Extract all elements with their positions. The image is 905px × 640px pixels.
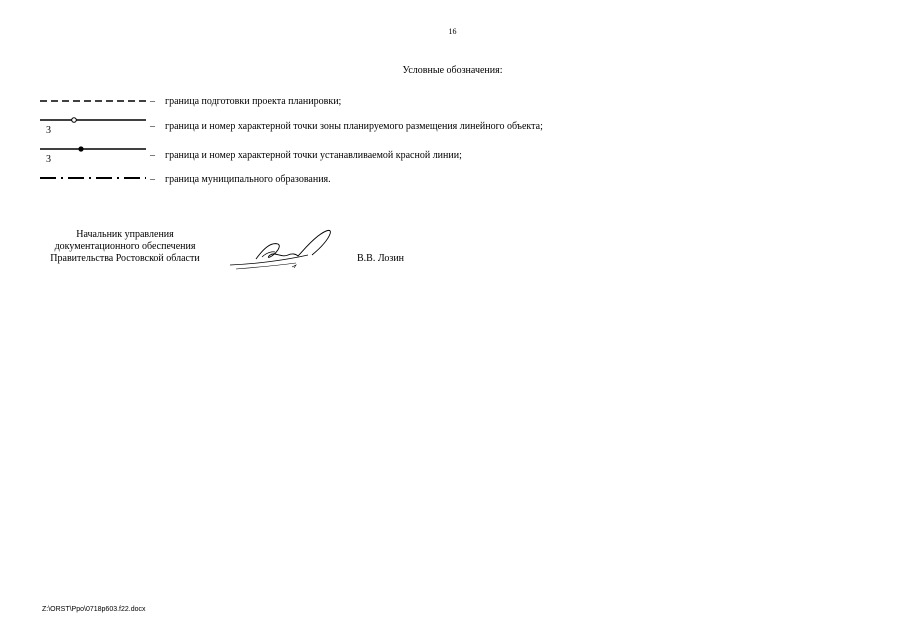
handwritten-signature: [226, 224, 341, 274]
dash-dot-line-symbol: [38, 172, 148, 192]
legend-item-municipal-boundary: [38, 172, 858, 192]
position-line: документационного обеспечения: [54, 241, 196, 252]
legend-item-text: граница и номер характерной точки зоны планируемого размещения линейного объекта;: [165, 121, 543, 132]
signatory-name: В.В. Лозин: [357, 253, 405, 264]
position-line: Начальник управления: [76, 229, 174, 240]
legend-item-text: граница и номер характерной точки устанавливаемой красной линии;: [165, 150, 462, 161]
dashed-line-symbol: [38, 94, 148, 114]
footer-file-path: Z:\ORST\Ppo\0718p603.f22.docx: [42, 606, 146, 613]
legend-separator: –: [150, 150, 155, 161]
legend-item-red-line: [38, 145, 858, 165]
point-number-label: 3: [46, 154, 51, 165]
legend-separator: –: [150, 174, 155, 185]
line-with-hollow-point-symbol: [38, 115, 148, 135]
legend-separator: –: [150, 121, 155, 132]
legend-item-text: граница муниципального образования.: [165, 174, 331, 185]
legend-title: Условные обозначения:: [402, 65, 503, 76]
legend-item-project-boundary: [38, 94, 858, 114]
legend-item-linear-object-zone: [38, 115, 858, 135]
page-number: 16: [448, 27, 457, 36]
legend-separator: –: [150, 96, 155, 107]
position-line: Правительства Ростовской области: [50, 253, 200, 264]
signatory-position: [40, 229, 210, 265]
line-with-filled-point-symbol: [38, 145, 148, 165]
point-number-label: 3: [46, 125, 51, 136]
legend-item-text: граница подготовки проекта планировки;: [165, 96, 342, 107]
